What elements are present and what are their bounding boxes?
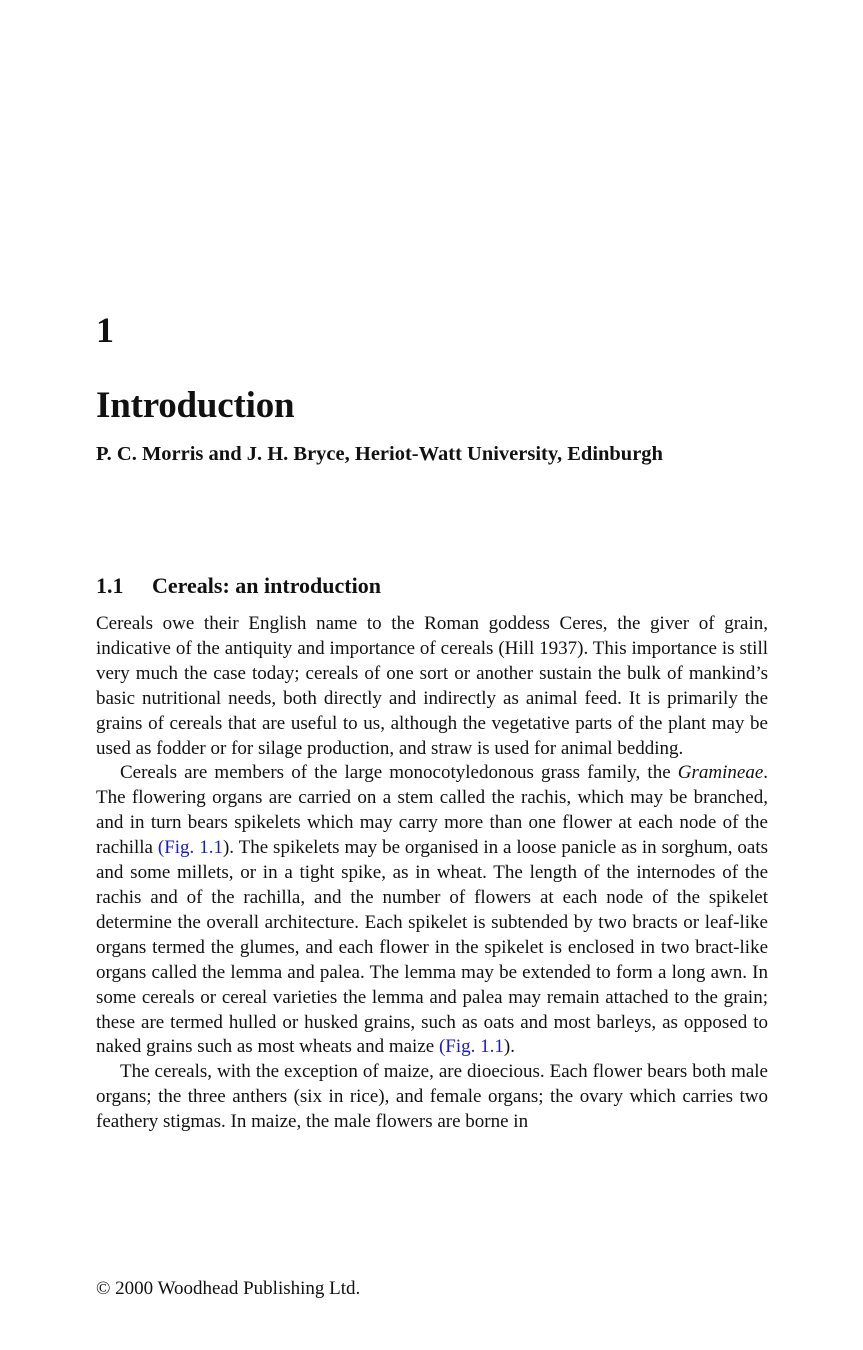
section-title: Cereals: an introduction xyxy=(152,573,381,598)
paragraph-2-text-d: ). xyxy=(503,1036,515,1058)
chapter-number: 1 xyxy=(96,310,114,350)
gramineae-italic: Gramineae xyxy=(677,762,764,784)
body-text xyxy=(96,612,768,1135)
section-number: 1.1 xyxy=(96,573,124,598)
paragraph-3: The cereals, with the exception of maize, are dioecious. Each flower bears both male organs; the three anthers (six in rice), and female organs; the ovary which carries two feathery stigmas. In maize, the male flowers are borne in xyxy=(96,1061,768,1133)
paragraph-2-text-b: . The flowering organs are carried on a stem called the rachis, which may be branched, and in turn bears spikelets which may carry more than one flower at each node of the rachilla xyxy=(96,762,768,859)
paragraph-2 xyxy=(96,761,768,1060)
figure-1-1-link[interactable]: (Fig. 1.1 xyxy=(157,837,223,859)
figure-1-1-link[interactable]: (Fig. 1.1 xyxy=(438,1036,504,1058)
copyright-footer: © 2000 Woodhead Publishing Ltd. xyxy=(96,1278,361,1299)
paragraph-2-text-c: ). The spikelets may be organised in a loose panicle as in sorghum, oats and some millets, or in a tight spike, as in wheat. The length of the internodes of the rachis and of the rachilla, and the number of flowers at each node of the spikelet determine the overall architecture. Each spikelet is subtended by two bracts or leaf-like organs termed the glumes, and each flower in the spikelet is enclosed in two bract-like organs called the lemma and palea. The lemma may be extended to form a long awn. In some cereals or cereal varieties the lemma and palea may remain attached to the grain; these are termed hulled or husked grains, such as oats and most barleys, as opposed to naked grains such as most wheats and maize xyxy=(96,837,768,1058)
paragraph-1: Cereals owe their English name to the Roman goddess Ceres, the giver of grain, indicative of the antiquity and importance of cereals (Hill 1937). This importance is still very much the case today; cereals of one sort or another sustain the bulk of mankind’s basic nutritional needs, both directly and indirectly as animal feed. It is primarily the grains of cereals that are useful to us, although the vegetative parts of the plant may be used as fodder or for silage production, and straw is used for animal bedding. xyxy=(96,613,768,759)
section-heading xyxy=(96,573,381,599)
chapter-title: Introduction xyxy=(96,385,295,426)
chapter-authors: P. C. Morris and J. H. Bryce, Heriot-Watt University, Edinburgh xyxy=(96,443,663,465)
paragraph-2-text-a: Cereals are members of the large monocotyledonous grass family, the xyxy=(120,762,678,784)
